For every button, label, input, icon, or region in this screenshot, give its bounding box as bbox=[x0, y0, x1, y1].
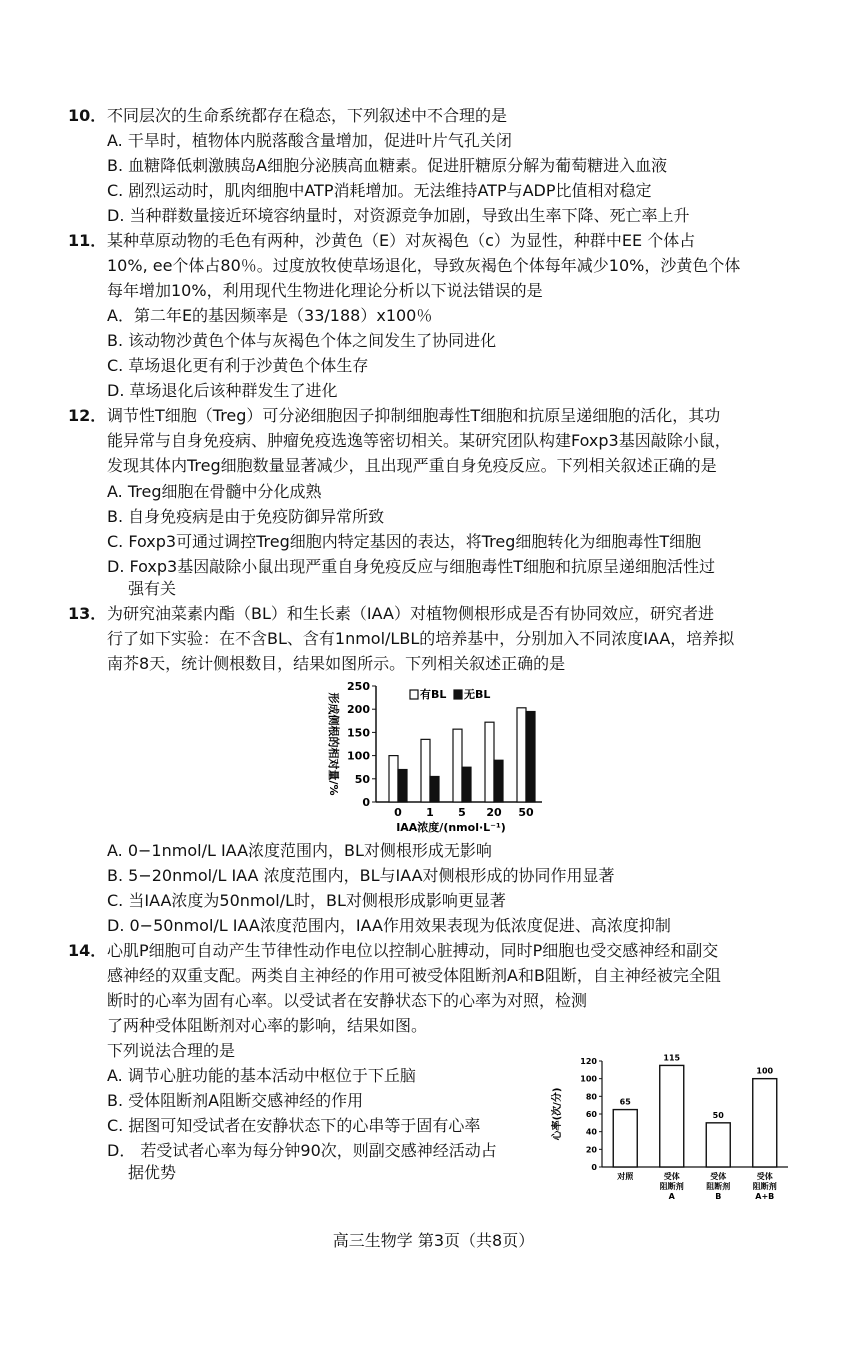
q14-stem-line2: 感神经的双重支配。两类自主神经的作用可被受体阻断剂A和B阻断，自主神经被完全阻 bbox=[107, 966, 721, 985]
y-tick-label: 60 bbox=[585, 1110, 597, 1119]
y-tick-label: 20 bbox=[585, 1145, 597, 1155]
y-tick-label: 40 bbox=[585, 1127, 597, 1137]
q14-number: 14． bbox=[68, 941, 107, 960]
x-tick-label: A bbox=[668, 1192, 675, 1201]
q12-option-b: B. 自身免疫病是由于免疫防御异常所致 bbox=[107, 507, 385, 526]
data-label: 65 bbox=[619, 1097, 631, 1107]
y-tick-label: 50 bbox=[354, 772, 370, 786]
q12-stem-line3: 发现其体内Treg细胞数量显著减少，且出现严重自身免疫反应。下列相关叙述正确的是 bbox=[107, 456, 717, 475]
x-tick-label: 1 bbox=[426, 806, 434, 819]
q10-option-b: B. 血糖降低刺激胰岛A细胞分泌胰高血糖素。促进肝糖原分解为葡萄糖进入血液 bbox=[107, 156, 668, 175]
q13-stem-line2: 行了如下实验：在不含BL、含有1nmol/LBL的培养基中，分别加入不同浓度IAA，培养拟 bbox=[107, 629, 735, 648]
bar-with-bl bbox=[517, 708, 526, 802]
x-axis-title: IAA浓度/(nmol·L⁻¹) bbox=[396, 821, 506, 834]
q12-option-d-line2: 强有关 bbox=[128, 579, 177, 598]
q11-option-a: A．第二年E的基因频率是（33/188）x100％ bbox=[107, 306, 433, 325]
data-label: 115 bbox=[663, 1053, 681, 1063]
q14-stem-line5: 下列说法合理的是 bbox=[107, 1041, 236, 1060]
bar-with-bl bbox=[453, 729, 462, 802]
iaa-bl-bar-chart bbox=[318, 678, 548, 838]
y-tick-label: 200 bbox=[347, 703, 370, 717]
q11-option-d: D. 草场退化后该种群发生了进化 bbox=[107, 381, 338, 400]
q12-option-d-line1: D. Foxp3基因敲除小鼠出现严重自身免疫反应与细胞毒性T细胞和抗原呈递细胞活性过 bbox=[107, 557, 716, 576]
bar-without-bl bbox=[462, 767, 471, 802]
bar-without-bl bbox=[430, 776, 439, 802]
bar-with-bl bbox=[389, 756, 398, 802]
y-tick-label: 0 bbox=[362, 796, 370, 809]
q11-number: 11． bbox=[68, 231, 107, 250]
y-tick-label: 100 bbox=[347, 749, 370, 763]
q13-option-a: A. 0−1nmol/L IAA浓度范围内，BL对侧根形成无影响 bbox=[107, 841, 492, 860]
y-tick-label: 120 bbox=[580, 1057, 597, 1066]
x-tick-label: 50 bbox=[518, 806, 534, 819]
q12-option-c: C. Foxp3可通过调控Treg细胞内特定基因的表达，将Treg细胞转化为细胞毒性T细胞 bbox=[107, 532, 702, 551]
q14-stem-line3: 断时的心率为固有心率。以受试者在安静状态下的心率为对照，检测 bbox=[107, 991, 588, 1010]
y-tick-label: 80 bbox=[585, 1092, 597, 1102]
x-tick-label: 5 bbox=[458, 806, 466, 819]
y-tick-label: 100 bbox=[580, 1074, 597, 1084]
q12-stem-line2: 能异常与自身免疫病、肿瘤免疫选逸等密切相关。某研究团队构建Foxp3基因敲除小鼠， bbox=[107, 431, 731, 450]
q13-stem-line1: 为研究油菜素内酯（BL）和生长素（IAA）对植物侧根形成是否有协同效应，研究者进 bbox=[107, 604, 714, 623]
heart-rate-bar-chart bbox=[548, 1045, 798, 1210]
q11-stem-line3: 每年增加10%，利用现代生物进化理论分析以下说法错误的是 bbox=[107, 281, 543, 300]
bar-with-bl bbox=[421, 739, 430, 802]
x-tick-label: 0 bbox=[394, 806, 402, 819]
bar-without-bl bbox=[494, 760, 503, 802]
bar-with-bl bbox=[485, 722, 494, 802]
q10-option-c: C. 剧烈运动时，肌肉细胞中ATP消耗增加。无法维持ATP与ADP比值相对稳定 bbox=[107, 181, 652, 200]
x-tick-label: 阻断剂 bbox=[752, 1182, 777, 1191]
q13-stem-line3: 南芥8天，统计侧根数目，结果如图所示。下列相关叙述正确的是 bbox=[107, 654, 566, 673]
y-tick-label: 0 bbox=[591, 1163, 597, 1172]
legend-swatch-without-bl bbox=[454, 690, 462, 699]
data-label: 50 bbox=[712, 1110, 724, 1120]
bar bbox=[753, 1079, 777, 1167]
x-tick-label: 对照 bbox=[617, 1172, 634, 1181]
q13-option-d: D. 0−50nmol/L IAA浓度范围内，IAA作用效果表现为低浓度促进、高浓度抑制 bbox=[107, 916, 671, 935]
q12-stem-line1: 调节性T细胞（Treg）可分泌细胞因子抑制细胞毒性T细胞和抗原呈递细胞的活化，其功 bbox=[107, 406, 721, 425]
x-tick-label: 阻断剂 bbox=[659, 1182, 684, 1191]
q11-stem-line1: 某种草原动物的毛色有两种，沙黄色（E）对灰褐色（c）为显性，种群中EE 个体占 bbox=[107, 231, 696, 250]
legend-swatch-with-bl bbox=[410, 690, 418, 699]
y-tick-label: 150 bbox=[347, 726, 370, 740]
bar-without-bl bbox=[398, 770, 407, 802]
q11-stem-line2: 10%, ee个体占80％。过度放牧使草场退化，导致灰褐色个体每年减少10%，沙黄色个体 bbox=[107, 256, 741, 275]
data-label: 100 bbox=[756, 1066, 774, 1076]
q14-option-d-line2: 据优势 bbox=[128, 1163, 177, 1182]
q13-option-c: C. 当IAA浓度为50nmol/L时，BL对侧根形成影响更显著 bbox=[107, 891, 506, 910]
x-tick-label: A+B bbox=[755, 1192, 775, 1201]
y-axis-title: 形成侧根的相对量/% bbox=[327, 692, 340, 796]
legend-label-without-bl: 无BL bbox=[464, 688, 491, 701]
x-tick-label: 受体 bbox=[710, 1172, 727, 1181]
x-tick-label: 受体 bbox=[663, 1172, 680, 1181]
q11-option-c: C. 草场退化更有利于沙黄色个体生存 bbox=[107, 356, 369, 375]
q14-option-d-line1: D． 若受试者心率为每分钟90次，则副交感神经活动占 bbox=[107, 1141, 497, 1160]
q12-option-a: A. Treg细胞在骨髓中分化成熟 bbox=[107, 482, 322, 501]
q13-number: 13． bbox=[68, 604, 107, 623]
q13-option-b: B. 5−20nmol/L IAA 浓度范围内，BL与IAA对侧根形成的协同作用显著 bbox=[107, 866, 615, 885]
q14-stem-line1: 心肌P细胞可自动产生节律性动作电位以控制心脏搏动，同时P细胞也受交感神经和副交 bbox=[107, 941, 719, 960]
x-tick-label: 阻断剂 bbox=[706, 1182, 731, 1191]
x-tick-label: 20 bbox=[486, 806, 502, 819]
legend-label-with-bl: 有BL bbox=[420, 688, 447, 701]
bar bbox=[706, 1123, 730, 1167]
q10-number: 10． bbox=[68, 106, 107, 125]
q14-option-c: C. 据图可知受试者在安静状态下的心串等于固有心率 bbox=[107, 1116, 481, 1135]
bar-without-bl bbox=[526, 712, 535, 802]
q10-option-d: D. 当种群数量接近环境容纳量时，对资源竞争加剧，导致出生率下降、死亡率上升 bbox=[107, 206, 690, 225]
x-tick-label: 受体 bbox=[756, 1172, 773, 1181]
q14-option-a: A. 调节心脏功能的基本活动中枢位于下丘脑 bbox=[107, 1066, 416, 1085]
page-footer: 高三生物学 第3页（共8页） bbox=[332, 1231, 535, 1250]
bar bbox=[613, 1110, 637, 1167]
q10-option-a: A. 干旱时，植物体内脱落酸含量增加，促进叶片气孔关闭 bbox=[107, 131, 512, 150]
y-tick-label: 250 bbox=[347, 680, 370, 693]
q14-stem-line4: 了两种受体阻断剂对心率的影响，结果如图。 bbox=[107, 1016, 428, 1035]
q12-number: 12． bbox=[68, 406, 107, 425]
q10-stem: 不同层次的生命系统都存在稳态，下列叙述中不合理的是 bbox=[107, 106, 508, 125]
y-axis-title: 心率(次/分) bbox=[552, 1087, 563, 1141]
x-tick-label: B bbox=[715, 1192, 722, 1201]
q11-option-b: B. 该动物沙黄色个体与灰褐色个体之间发生了协同进化 bbox=[107, 331, 497, 350]
q14-option-b: B. 受体阻断剂A阻断交感神经的作用 bbox=[107, 1091, 364, 1110]
bar bbox=[660, 1065, 684, 1167]
